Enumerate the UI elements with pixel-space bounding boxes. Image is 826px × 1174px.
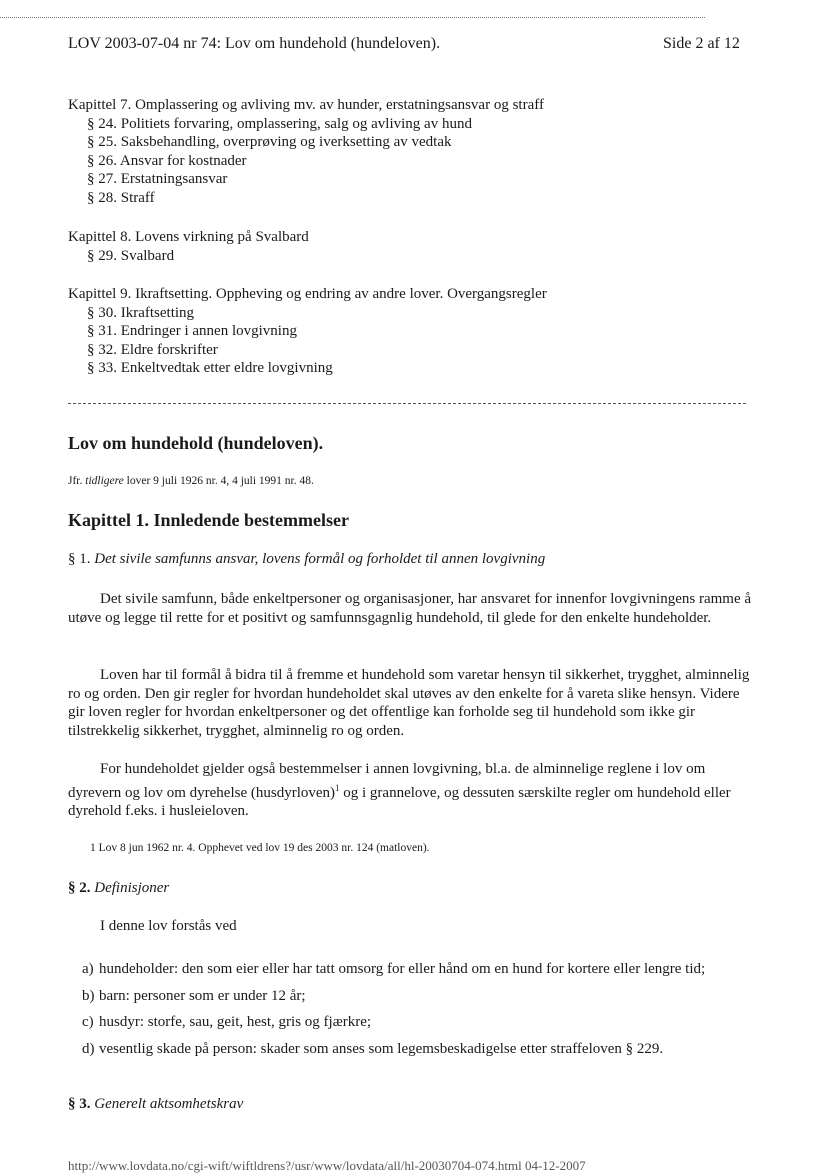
toc-section[interactable]: § 28. Straff [87,189,155,206]
toc-section[interactable]: § 27. Erstatningsansvar [87,171,228,188]
law-title: Lov om hundehold (hundeloven). [68,433,324,453]
list-text: hundeholder: den som eier eller har tatt omsorg for eller hånd om en hund for kortere eller lengre tid; [99,961,706,977]
section-3-heading [68,1096,243,1113]
section-number: § 2. [68,880,91,896]
section-2-heading [68,880,169,897]
toc-section[interactable]: § 26. Ansvar for kostnader [87,152,247,169]
list-item [82,960,742,979]
toc-section[interactable]: § 33. Enkeltvedtak etter eldre lovgivning [87,360,333,377]
list-item [82,1040,742,1059]
toc-section[interactable]: § 29. Svalbard [87,247,175,264]
section-2-intro: I denne lov forstås ved [100,918,237,934]
paragraph-text: Loven har til formål å bidra til å fremme et hundehold som varetar hensyn til sikkerhet, trygghet, alminnelig ro og orden. Den gir regler for hvordan hundeholdet skal utøves av den enkelte for å vareta slike hensyn. Videre gir loven regler for hvordan enkeltpersoner og det offentlige kan forholde seg til hundehold som ikke gir tilstrekkelig sikkerhet, trygghet, alminnelig ro og orden. [68,667,750,740]
toc-chapter-title[interactable]: Kapittel 8. Lovens virkning på Svalbard [68,229,309,245]
list-text: barn: personer som er under 12 år; [99,987,306,1004]
list-item [82,1013,742,1032]
list-label: a) [82,961,94,977]
list-text: vesentlig skade på person: skader som anses som legemsbeskadigelse etter straffeloven § 229. [99,1041,664,1058]
toc-section[interactable]: § 24. Politiets forvaring, omplassering, salg og avliving av hund [87,115,472,132]
toc-section[interactable]: § 30. Ikraftsetting [87,304,195,321]
note-italic: tidligere [85,475,124,487]
section-divider [68,403,746,404]
toc-chapter-8 [68,228,309,265]
section-1-paragraph-1 [68,590,758,627]
footnote: 1 Lov 8 jun 1962 nr. 4. Opphevet ved lov 19 des 2003 nr. 124 (matloven). [90,842,430,854]
note-prefix: Jfr. [68,475,86,487]
chapter-1-title: Kapittel 1. Innledende bestemmelser [68,510,349,530]
section-title: Det sivile samfunns ansvar, lovens formål og forholdet til annen lovgivning [94,551,546,567]
reference-note [68,475,314,487]
page-number: Side 2 af 12 [663,35,740,52]
definition-list [82,960,742,1059]
paragraph-text-cont: og i grannelove, og dessuten særskilte regler om hundehold eller dyrehold f.eks. i husleieloven. [68,784,731,820]
toc-section[interactable]: § 32. Eldre forskrifter [87,341,218,358]
toc-section[interactable]: § 31. Endringer i annen lovgivning [87,323,297,340]
section-1-paragraph-2 [68,666,758,741]
section-1-heading [68,551,545,568]
page-header-title: LOV 2003-07-04 nr 74: Lov om hundehold (hundeloven). [68,35,441,52]
toc-chapter-title[interactable]: Kapittel 9. Ikraftsetting. Oppheving og endring av andre lover. Overgangsregler [68,286,547,302]
section-1-paragraph-3 [68,760,758,821]
list-label: d) [82,1041,95,1058]
note-rest: lover 9 juli 1926 nr. 4, 4 juli 1991 nr. 48. [123,475,314,487]
section-title: Generelt aktsomhetskrav [94,1096,244,1112]
top-dotted-rule [0,17,705,18]
footer-url[interactable]: http://www.lovdata.no/cgi-wift/wiftldrens?/usr/www/lovdata/all/hl-20030704-074.html 04-12-2007 [68,1158,586,1173]
footnote-marker[interactable]: 1 [335,782,340,793]
toc-chapter-7 [68,96,544,208]
toc-chapter-9 [68,285,547,378]
section-number: § 1. [68,551,91,567]
paragraph-text: For hundeholdet gjelder også bestemmelser i annen lovgivning, bl.a. de alminnelige reglene i lov om dyrevern og lov om dyrehelse (husdyrloven) [68,761,706,801]
toc-chapter-title[interactable]: Kapittel 7. Omplassering og avliving mv. av hunder, erstatningsansvar og straff [68,97,544,113]
list-label: c) [82,1014,94,1031]
section-number: § 3. [68,1096,91,1112]
paragraph-text: Det sivile samfunn, både enkeltpersoner og organisasjoner, har ansvaret for innenfor lovgivningens ramme å utøve og legge til rette for et positivt og samfunnsgagnlig hundehold, til glede for den enkelte hundeholder. [68,591,752,626]
list-text: husdyr: storfe, sau, geit, hest, gris og fjærkre; [99,1014,372,1031]
list-label: b) [82,987,95,1004]
toc-section[interactable]: § 25. Saksbehandling, overprøving og iverksetting av vedtak [87,134,452,151]
section-title: Definisjoner [94,880,170,896]
list-item [82,987,742,1006]
